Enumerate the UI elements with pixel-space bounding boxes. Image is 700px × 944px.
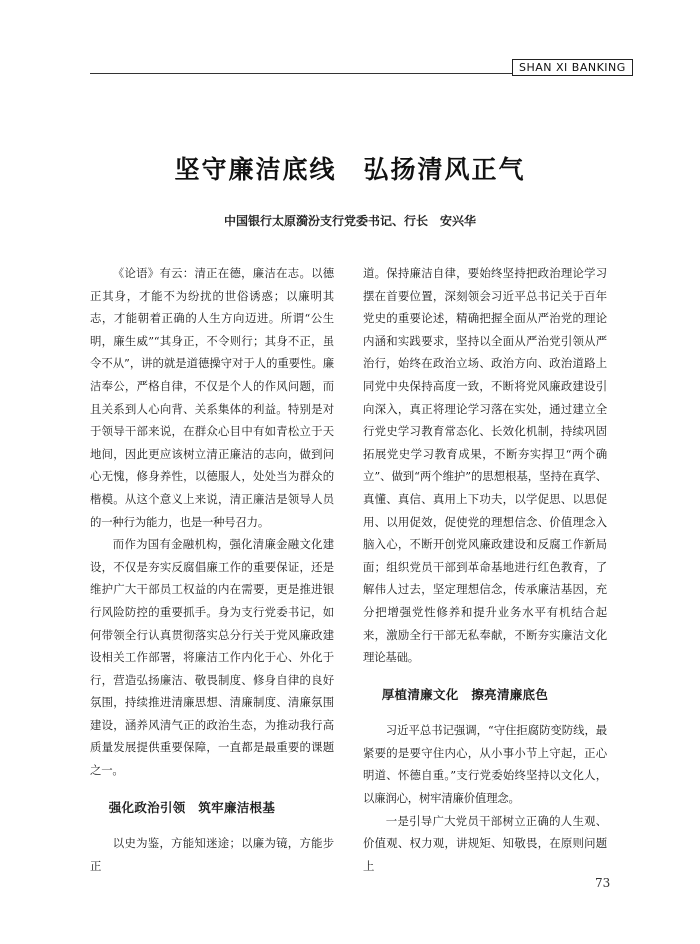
left-column	[90, 262, 334, 877]
paragraph-history: 以史为鉴，方能知迷途；以廉为镜，方能步正	[90, 836, 334, 873]
paragraph-financial: 而作为国有金融机构，强化清廉金融文化建设，不仅是夯实反腐倡廉工作的重要保证，还是维护广大干部员工权益的内在需要，更是推进银行风险防控的重要抓手。身为支行党委书记，如何带领全行认真贯彻落实总分行关于党风廉政建设相关工作部署，将廉洁工作内化于心、外化于行，营造弘扬廉洁、敬畏制度、修身自律的良好氛围，持续推进清廉思想、清廉制度、清廉氛围建设，涵养风清气正的政治生态，为推动我行高质量发展提供重要保障，一直都是最重要的课题之一。	[90, 537, 334, 778]
paragraph-intro: 《论语》有云：清正在德，廉洁在志。以德正其身，才能不为纷扰的世俗诱惑；以廉明其志，才能朝着正确的人生方向迈进。所谓“公生明，廉生威”“其身正，不令则行；其身不正，虽令不从”，讲的就是道德操守对于人的重要性。廉洁奉公，严格自律，不仅是个人的作风问题，而且关系到人心向背、关系集体的利益。特别是对于领导干部来说，在群众心目中有如青松立于天地间，因此更应该树立清正廉洁的志向，做到问心无愧，修身养性，以德服人，处处当为群众的楷模。从这个意义上来说，清正廉洁是领导人员的一种行为能力，也是一种号召力。	[90, 266, 334, 529]
journal-badge: SHAN XI BANKING	[512, 59, 633, 76]
article-byline: 中国银行太原漪汾支行党委书记、行长 安兴华	[223, 214, 476, 228]
paragraph-first-point: 一是引导广大党员干部树立正确的人生观、价值观、权力观，讲规矩、知敬畏，在原则问题上	[363, 813, 607, 873]
paragraph-quote: 习近平总书记强调，“守住拒腐防变防线，最紧要的是要守住内心，从小事小节上守起，正心明道、怀德自重。”支行党委始终坚持以文化人，以廉润心，树牢清廉价值理念。	[363, 723, 607, 806]
article-title: 坚守廉洁底线 弘扬清风正气	[174, 155, 526, 184]
section-heading-political: 强化政治引领 筑牢廉洁根基	[108, 799, 276, 815]
right-column	[363, 262, 607, 877]
paragraph-history-continued: 道。保持廉洁自律，要始终坚持把政治理论学习摆在首要位置，深刻领会习近平总书记关于百年党史的重要论述，精确把握全面从严治党的理论内涵和实践要求，坚持以全面从严治党引领从严治行，始终在政治立场、政治方向、政治道路上同党中央保持高度一致，不断将党风廉政建设引向深入，真正将理论学习落在实处，通过建立全行党史学习教育常态化、长效化机制，持续巩固拓展党史学习教育成果，不断夯实捍卫“两个确立”、做到“两个维护”的思想根基，坚持在真学、真懂、真信、真用上下功夫，以学促思、以思促用、以用促效，促使党的理想信念、价值理念入脑入心，不断开创党风廉政建设和反腐工作新局面；组织党员干部到革命基地进行红色教育，了解伟人过去，坚定理想信念，传承廉洁基因，充分把增强党性修养和提升业务水平有机结合起来，激励全行干部无私奉献，不断夯实廉洁文化理论基础。	[363, 266, 607, 665]
header-rule	[90, 73, 512, 74]
page-number: 73	[595, 876, 611, 890]
section-heading-culture: 厚植清廉文化 擦亮清廉底色	[381, 686, 549, 702]
